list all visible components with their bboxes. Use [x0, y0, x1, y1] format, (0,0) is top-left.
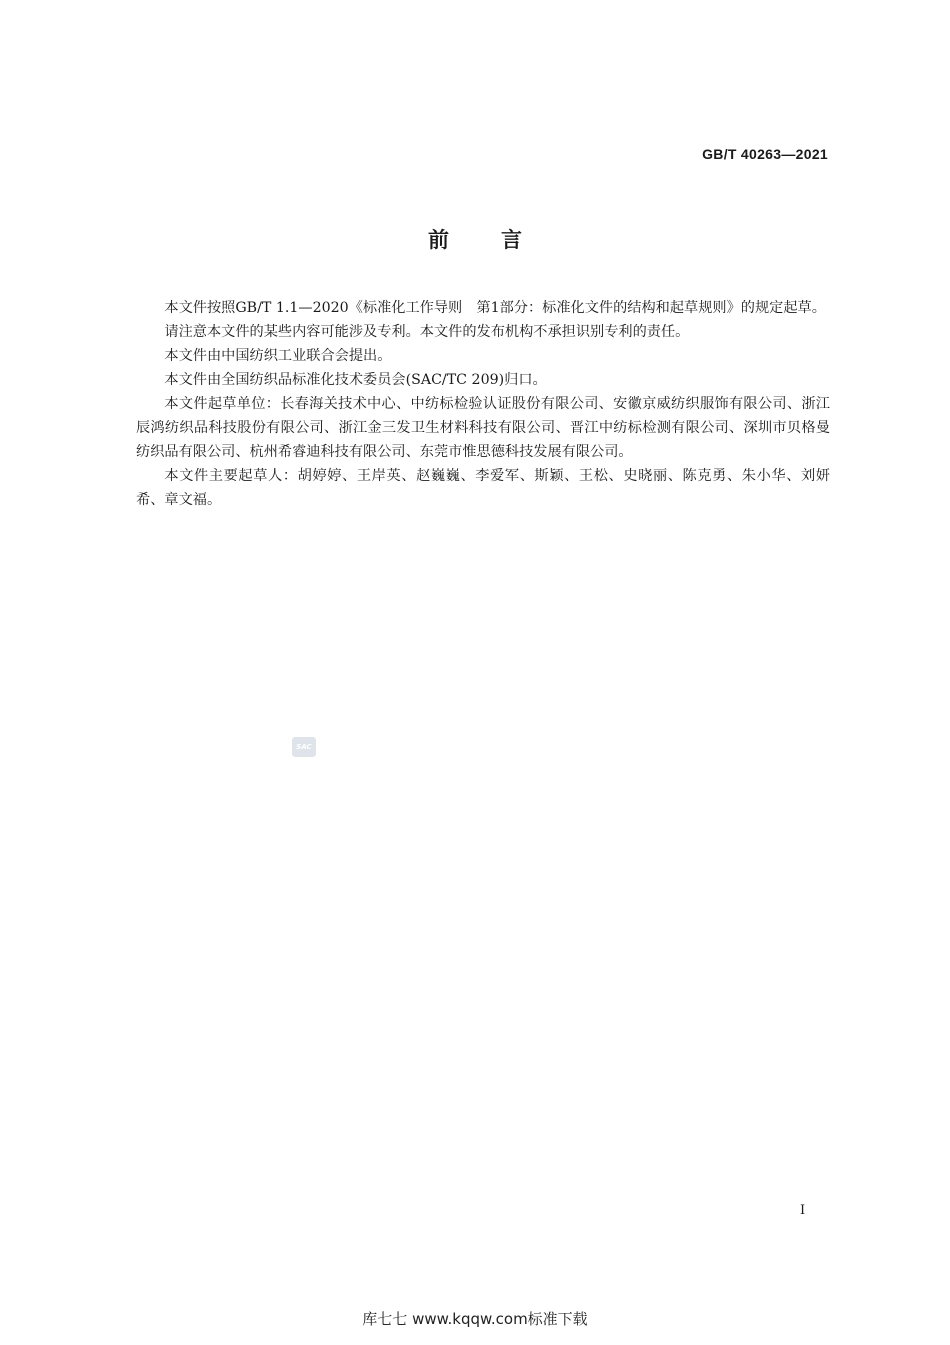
standard-number: GB/T 40263—2021: [702, 146, 828, 162]
foreword-body: [136, 296, 830, 512]
paragraph-drafting-units: 本文件起草单位：长春海关技术中心、中纺标检验认证股份有限公司、安徽京威纺织服饰有限公司、浙江辰鸿纺织品科技股份有限公司、浙江金三发卫生材料科技有限公司、晋江中纺标检测有限公司、深圳市贝格曼纺织品有限公司、杭州希睿迪科技有限公司、东莞市惟思德科技发展有限公司。: [136, 396, 830, 460]
paragraph-drafters: 本文件主要起草人：胡婷婷、王岸英、赵巍巍、李爱军、斯颖、王松、史晓丽、陈克勇、朱小华、刘妍希、章文福。: [136, 468, 830, 508]
paragraph-committee: 本文件由全国纺织品标准化技术委员会(SAC/TC 209)归口。: [164, 372, 547, 388]
page-title: [0, 224, 950, 254]
sac-watermark-logo: SAC: [292, 737, 316, 757]
footer-watermark-text: 库七七 www.kqqw.com标准下载: [362, 1310, 588, 1328]
paragraph-patent-notice: 请注意本文件的某些内容可能涉及专利。本文件的发布机构不承担识别专利的责任。: [164, 324, 690, 340]
page-number: I: [800, 1203, 806, 1218]
paragraph-proposer: 本文件由中国纺织工业联合会提出。: [164, 348, 392, 364]
paragraph-drafting-rule: 本文件按照GB/T 1.1—2020《标准化工作导则 第1部分：标准化文件的结构和起草规则》的规定起草。: [164, 300, 826, 316]
title-char-left: 前: [428, 228, 449, 252]
title-char-right: 言: [501, 228, 522, 252]
